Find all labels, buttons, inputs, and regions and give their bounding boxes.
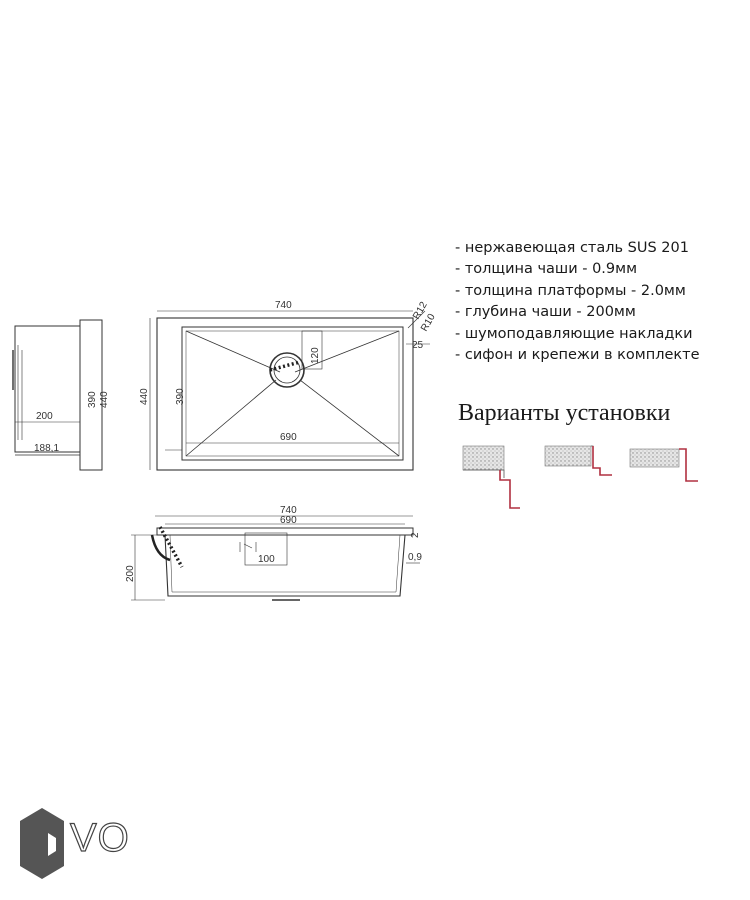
top-view — [139, 300, 438, 470]
install-variant-1 — [463, 446, 520, 508]
install-variants-title: Варианты установки — [458, 400, 671, 426]
dim-wall-09: 0,9 — [408, 552, 422, 563]
spec-item: - толщина платформы - 2.0мм — [455, 282, 686, 299]
dim-side-200: 200 — [36, 411, 53, 422]
dim-side-188: 188,1 — [34, 443, 60, 454]
dim-radius-r10: R10 — [419, 312, 438, 334]
spec-item: - толщина чаши - 0.9мм — [455, 261, 638, 278]
dim-top-440: 440 — [139, 388, 150, 405]
dim-front-690: 690 — [280, 515, 297, 526]
dim-rim-25: 25 — [412, 340, 424, 351]
dim-front-200: 200 — [125, 565, 136, 582]
dim-platform-2: 2 — [410, 532, 421, 538]
logo — [20, 808, 64, 879]
dim-side-390: 390 — [87, 391, 98, 408]
logo-hexagon-icon — [20, 808, 64, 879]
dim-top-390: 390 — [175, 388, 186, 405]
spec-item: - нержавеющая сталь SUS 201 — [455, 240, 689, 256]
spec-item: - шумоподавляющие накладки — [455, 325, 693, 342]
install-variant-2 — [545, 446, 612, 475]
dim-drain-120: 120 — [310, 347, 321, 364]
install-variant-3 — [630, 449, 698, 481]
dim-front-740: 740 — [280, 505, 297, 516]
dim-radius-r12: R12 — [411, 300, 430, 322]
spec-item: - сифон и крепежи в комплекте — [455, 347, 700, 364]
spec-item: - глубина чаши - 200мм — [455, 304, 636, 321]
dim-drain-100: 100 — [258, 554, 275, 565]
front-view — [125, 505, 422, 600]
logo-text: VO — [70, 816, 130, 860]
dim-top-740: 740 — [275, 300, 292, 311]
side-view — [13, 320, 110, 470]
spec-list — [455, 238, 700, 366]
dim-top-690: 690 — [280, 432, 297, 443]
dim-side-440: 440 — [99, 391, 110, 408]
